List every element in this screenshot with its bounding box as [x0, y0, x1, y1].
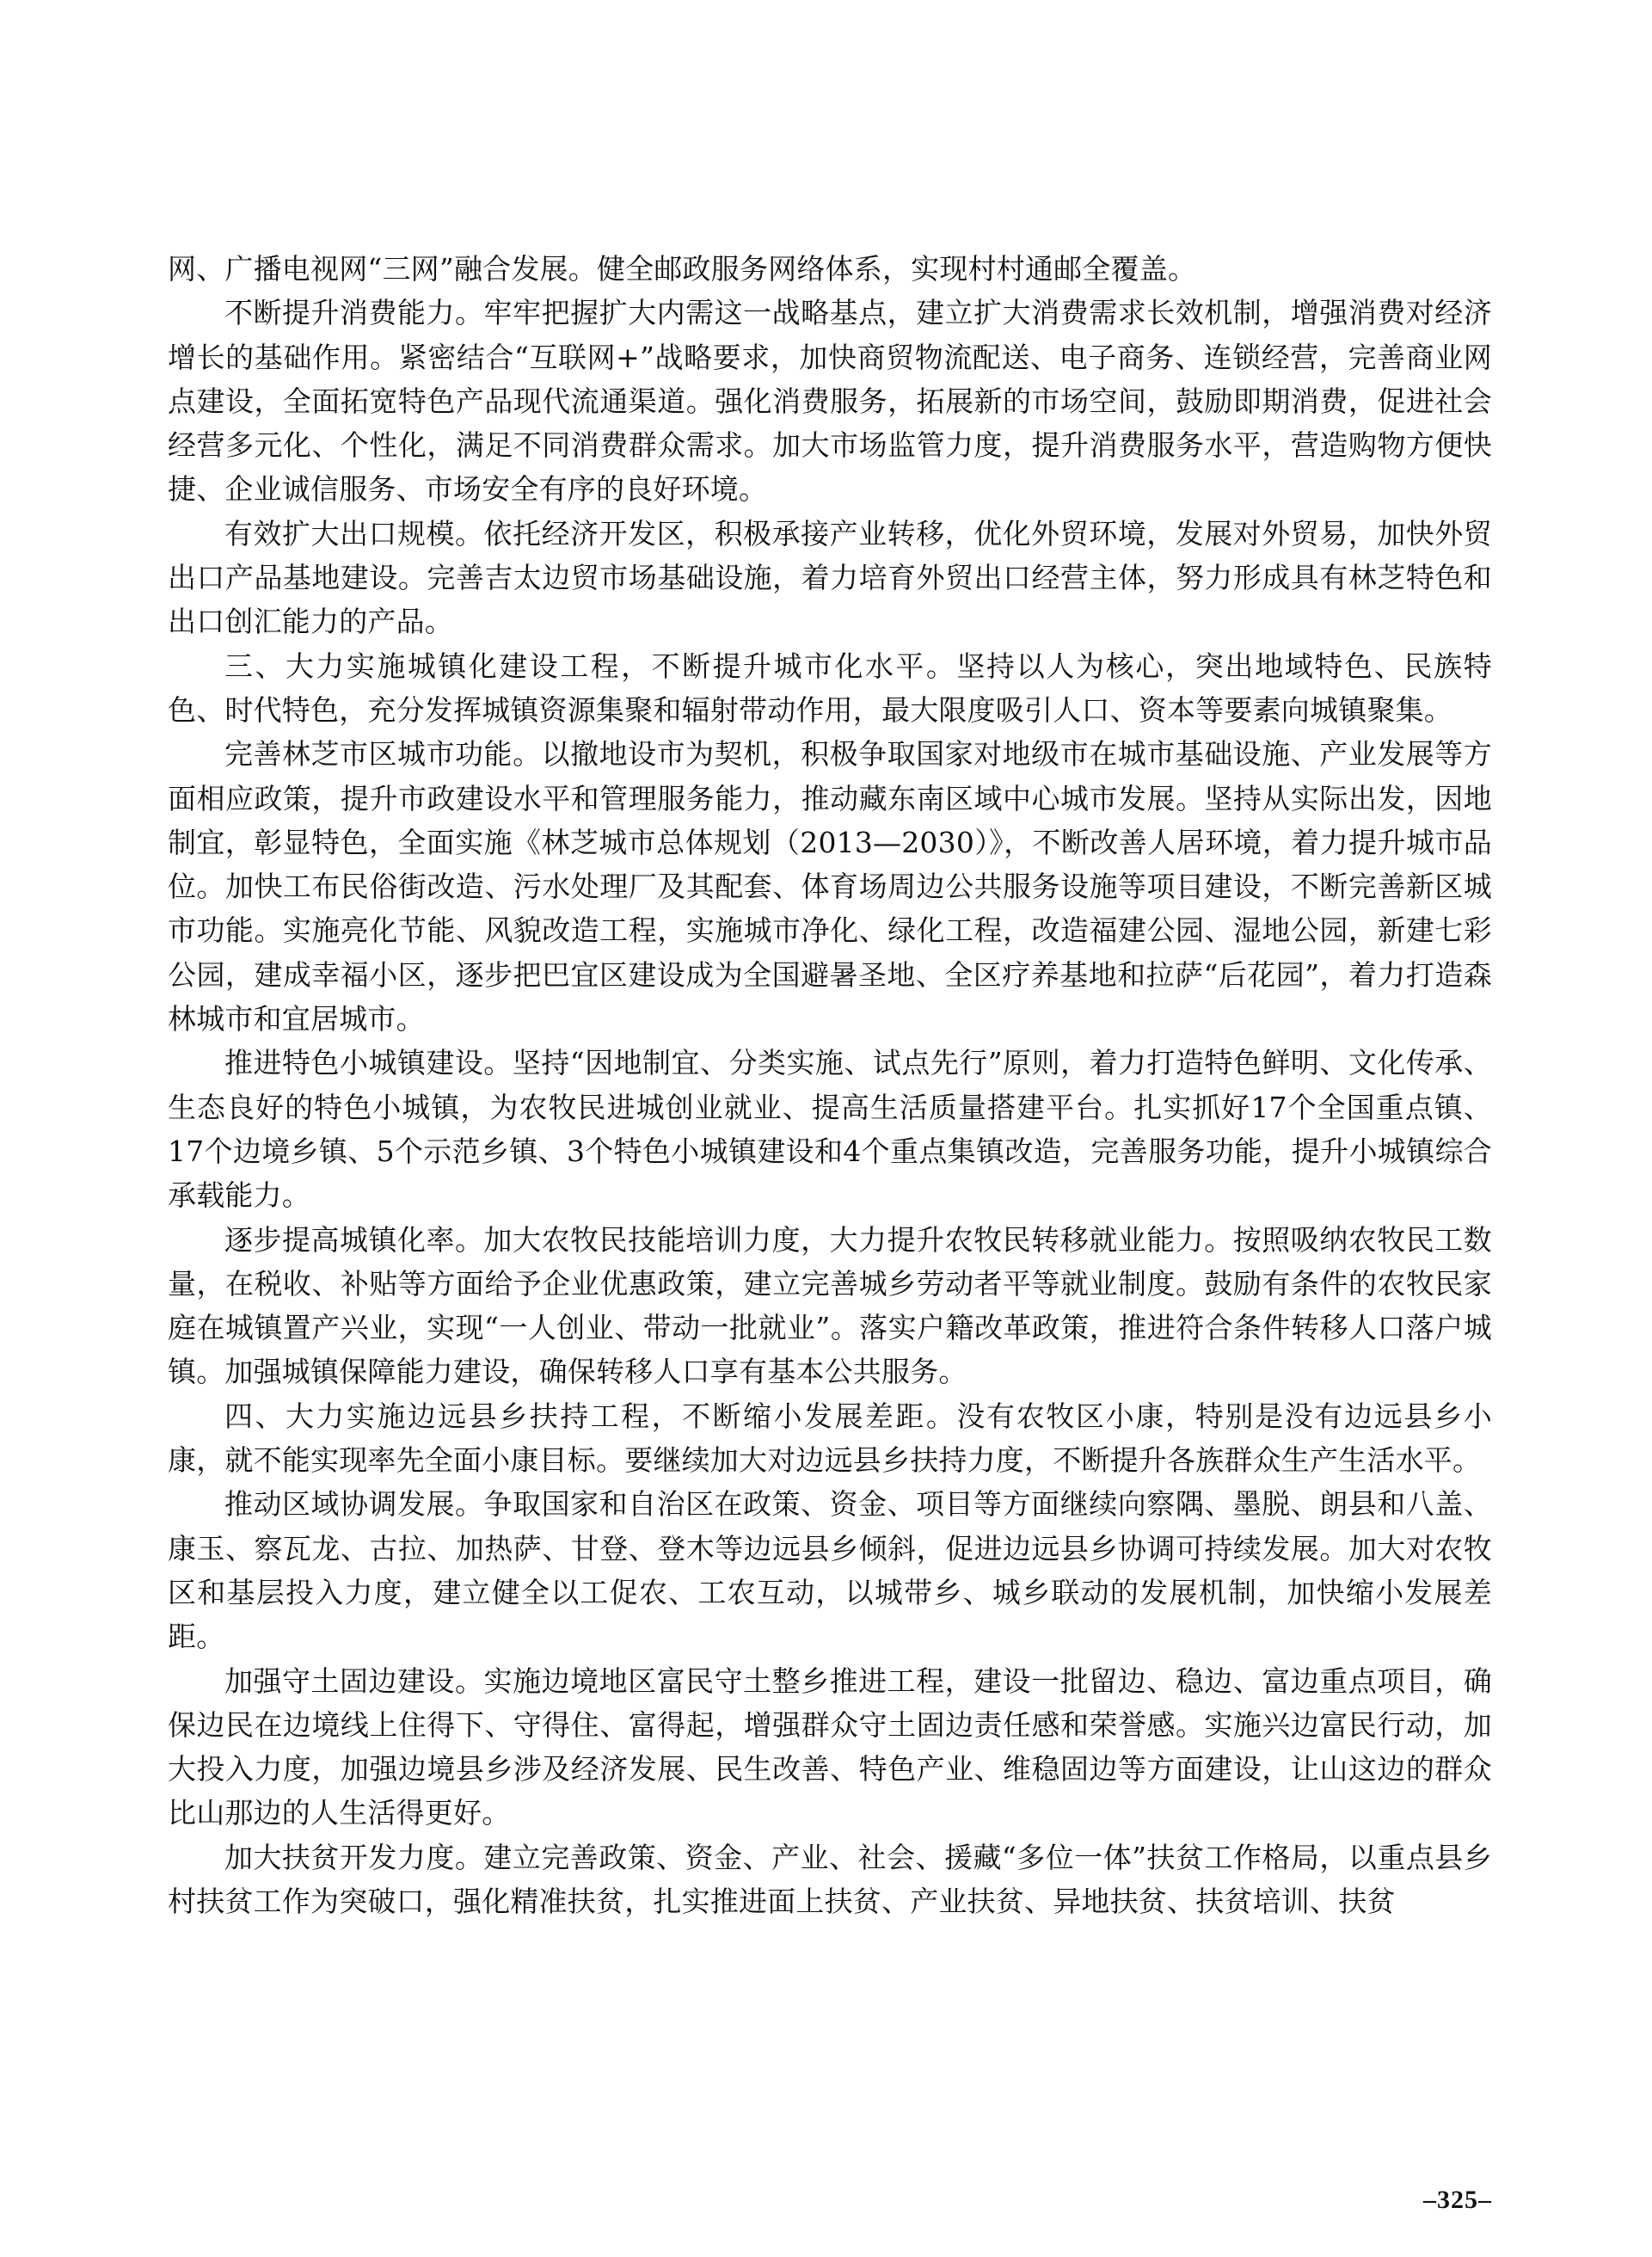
paragraph-text: 坚持以人为核心，突出地域特色、民族特色、时代特色，充分发挥城镇资源集聚和辐射带动作用，最大限度吸引人口、资本等要素向城镇聚集。 [168, 649, 1492, 727]
paragraph-text: 有效扩大出口规模。依托经济开发区，积极承接产业转移，优化外贸环境，发展对外贸易，加快外贸出口产品基地建设。完善吉太边贸市场基础设施，着力培育外贸出口经营主体，努力形成具有林芝特色和出口创汇能力的产品。 [168, 516, 1492, 639]
paragraph-text: 推进特色小城镇建设。坚持“因地制宜、分类实施、试点先行”原则，着力打造特色鲜明、文化传承、生态良好的特色小城镇，为农牧民进城创业就业、提高生活质量搭建平台。扎实抓好17个全国重点镇、17个边境乡镇、5个示范乡镇、3个特色小城镇建设和4个重点集镇改造，完善服务功能，提升小城镇综合承载能力。 [168, 1046, 1492, 1213]
paragraph-7 [168, 1218, 1492, 1394]
paragraph-3 [168, 512, 1492, 644]
paragraph-9 [168, 1482, 1492, 1658]
paragraph-1 [168, 247, 1492, 291]
paragraph-text: 没有农牧区小康，特别是没有边远县乡小康，就不能实现率先全面小康目标。要继续加大对边远县乡扶持力度，不断提升各族群众生产生活水平。 [168, 1399, 1492, 1478]
paragraph-8 [168, 1394, 1492, 1483]
page-number: –325– [1423, 2186, 1492, 2214]
paragraph-text: 完善林芝市区城市功能。以撤地设市为契机，积极争取国家对地级市在城市基础设施、产业发展等方面相应政策，提升市政建设水平和管理服务能力，推动藏东南区域中心城市发展。坚持从实际出发，因地制宜，彰显特色，全面实施《林芝城市总体规划（2013—2030）》，不断改善人居环境，着力提升城市品位。加快工布民俗街改造、污水处理厂及其配套、体育场周边公共服务设施等项目建设，不断完善新区城市功能。实施亮化节能、风貌改造工程，实施城市净化、绿化工程，改造福建公园、湿地公园，新建七彩公园，建成幸福小区，逐步把巴宜区建设成为全国避暑圣地、全区疗养基地和拉萨“后花园”，着力打造森林城市和宜居城市。 [168, 737, 1492, 1036]
section-heading-4: 四、大力实施边远县乡扶持工程，不断缩小发展差距。 [224, 1399, 957, 1433]
paragraph-6 [168, 1041, 1492, 1217]
paragraph-text: 逐步提高城镇化率。加大农牧民技能培训力度，大力提升农牧民转移就业能力。按照吸纳农牧民工数量，在税收、补贴等方面给予企业优惠政策，建立完善城乡劳动者平等就业制度。鼓励有条件的农牧民家庭在城镇置产兴业，实现“一人创业、带动一批就业”。落实户籍改革政策，推进符合条件转移人口落户城镇。加强城镇保障能力建设，确保转移人口享有基本公共服务。 [168, 1222, 1492, 1389]
paragraph-text: 推动区域协调发展。争取国家和自治区在政策、资金、项目等方面继续向察隅、墨脱、朗县和八盖、康玉、察瓦龙、古拉、加热萨、甘登、登木等边远县乡倾斜，促进边远县乡协调可持续发展。加大对农牧区和基层投入力度，建立健全以工促农、工农互动，以城带乡、城乡联动的发展机制，加快缩小发展差距。 [168, 1487, 1492, 1654]
paragraph-4 [168, 644, 1492, 733]
paragraph-2 [168, 291, 1492, 511]
paragraph-5 [168, 732, 1492, 1041]
section-heading-3: 三、大力实施城镇化建设工程，不断提升城市化水平。 [224, 649, 957, 683]
document-body [168, 247, 1492, 1923]
paragraph-text: 加强守土固边建设。实施边境地区富民守土整乡推进工程，建设一批留边、稳边、富边重点项目，确保边民在边境线上住得下、守得住、富得起，增强群众守土固边责任感和荣誉感。实施兴边富民行动，加大投入力度，加强边境县乡涉及经济发展、民生改善、特色产业、维稳固边等方面建设，让山这边的群众比山那边的人生活得更好。 [168, 1664, 1492, 1830]
paragraph-11 [168, 1836, 1492, 1924]
paragraph-10 [168, 1659, 1492, 1836]
paragraph-text: 加大扶贫开发力度。建立完善政策、资金、产业、社会、援藏“多位一体”扶贫工作格局，以重点县乡村扶贫工作为突破口，强化精准扶贫，扎实推进面上扶贫、产业扶贫、异地扶贫、扶贫培训、扶贫 [168, 1840, 1492, 1918]
paragraph-text: 不断提升消费能力。牢牢把握扩大内需这一战略基点，建立扩大消费需求长效机制，增强消费对经济增长的基础作用。紧密结合“互联网+”战略要求，加快商贸物流配送、电子商务、连锁经营，完善商业网点建设，全面拓宽特色产品现代流通渠道。强化消费服务，拓展新的市场空间，鼓励即期消费，促进社会经营多元化、个性化，满足不同消费群众需求。加大市场监管力度，提升消费服务水平，营造购物方便快捷、企业诚信服务、市场安全有序的良好环境。 [168, 296, 1492, 507]
paragraph-text: 网、广播电视网“三网”融合发展。健全邮政服务网络体系，实现村村通邮全覆盖。 [168, 252, 1197, 286]
